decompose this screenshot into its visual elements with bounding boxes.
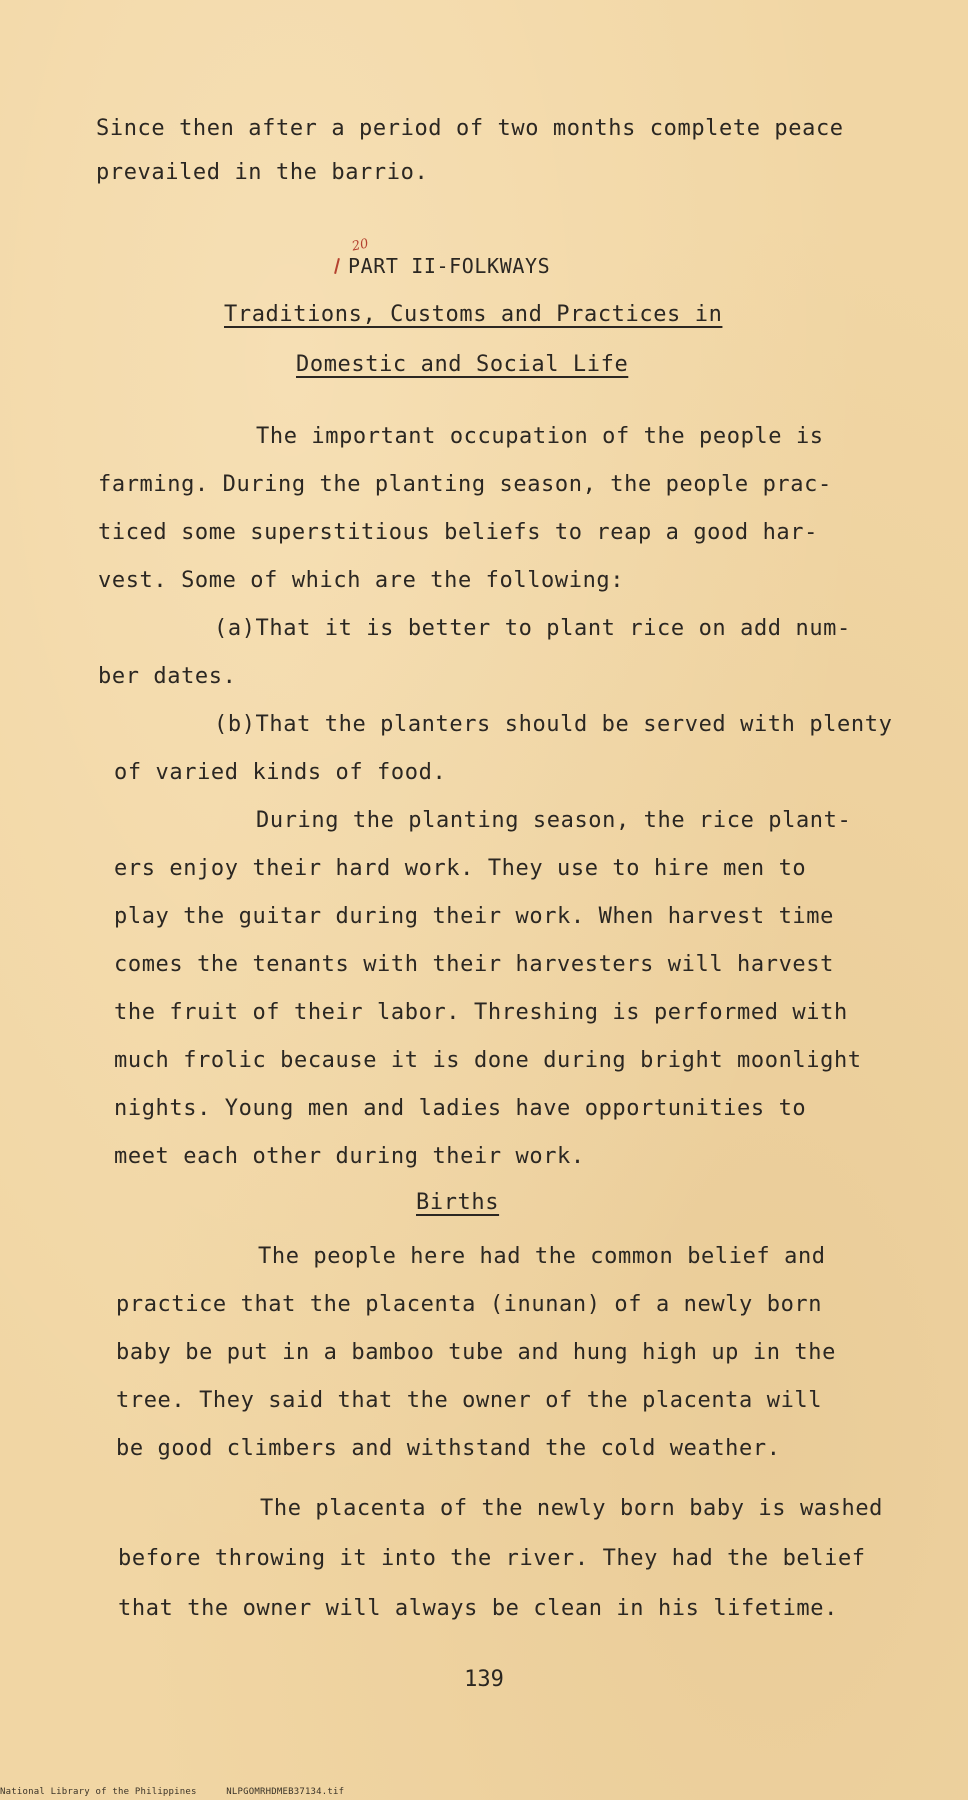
handwritten-annotation: 20	[350, 236, 370, 255]
body-line: meet each other during their work.	[114, 1144, 585, 1169]
body-line: nights. Young men and ladies have opportunities to	[114, 1096, 807, 1121]
body-line: tree. They said that the owner of the placenta will	[116, 1388, 823, 1413]
file-identifier: NLPGOMRHDMEB37134.tif	[226, 1787, 345, 1797]
body-line: much frolic because it is done during bright moonlight	[114, 1048, 862, 1073]
body-line: vest. Some of which are the following:	[98, 568, 625, 593]
list-item: of varied kinds of food.	[114, 760, 447, 785]
body-line: ers enjoy their hard work. They use to hire men to	[114, 856, 807, 881]
section-heading: Traditions, Customs and Practices in	[224, 302, 723, 327]
births-heading: Births	[416, 1190, 500, 1215]
body-line: The placenta of the newly born baby is washed	[260, 1496, 884, 1521]
body-line: During the planting season, the rice plant-	[256, 808, 852, 833]
list-item: (a)That it is better to plant rice on add num-	[214, 616, 851, 641]
list-item: (b)That the planters should be served with plenty	[214, 712, 893, 737]
body-line: the fruit of their labor. Threshing is performed with	[114, 1000, 848, 1025]
body-line: farming. During the planting season, the people prac-	[98, 472, 832, 497]
annotation-mark	[334, 258, 340, 274]
body-line: baby be put in a bamboo tube and hung high up in the	[116, 1340, 836, 1365]
body-line: Since then after a period of two months complete peace	[96, 116, 844, 141]
body-line: The important occupation of the people is	[256, 424, 824, 449]
library-credit: National Library of the Philippines	[0, 1787, 197, 1797]
body-line: prevailed in the barrio.	[96, 160, 429, 185]
archive-footer	[0, 1787, 368, 1797]
body-line: be good climbers and withstand the cold weather.	[116, 1436, 781, 1461]
body-line: that the owner will always be clean in his lifetime.	[118, 1596, 838, 1621]
body-line: comes the tenants with their harvesters will harvest	[114, 952, 834, 977]
body-line: ticed some superstitious beliefs to reap a good har-	[98, 520, 818, 545]
body-line: before throwing it into the river. They had the belief	[118, 1546, 866, 1571]
body-line: play the guitar during their work. When harvest time	[114, 904, 834, 929]
body-line: The people here had the common belief and	[258, 1244, 826, 1269]
list-item: ber dates.	[98, 664, 237, 689]
section-heading: Domestic and Social Life	[296, 352, 629, 377]
part-heading: PART II-FOLKWAYS	[348, 254, 551, 278]
page-number: 139	[464, 1667, 504, 1692]
body-line: practice that the placenta (inunan) of a newly born	[116, 1292, 823, 1317]
